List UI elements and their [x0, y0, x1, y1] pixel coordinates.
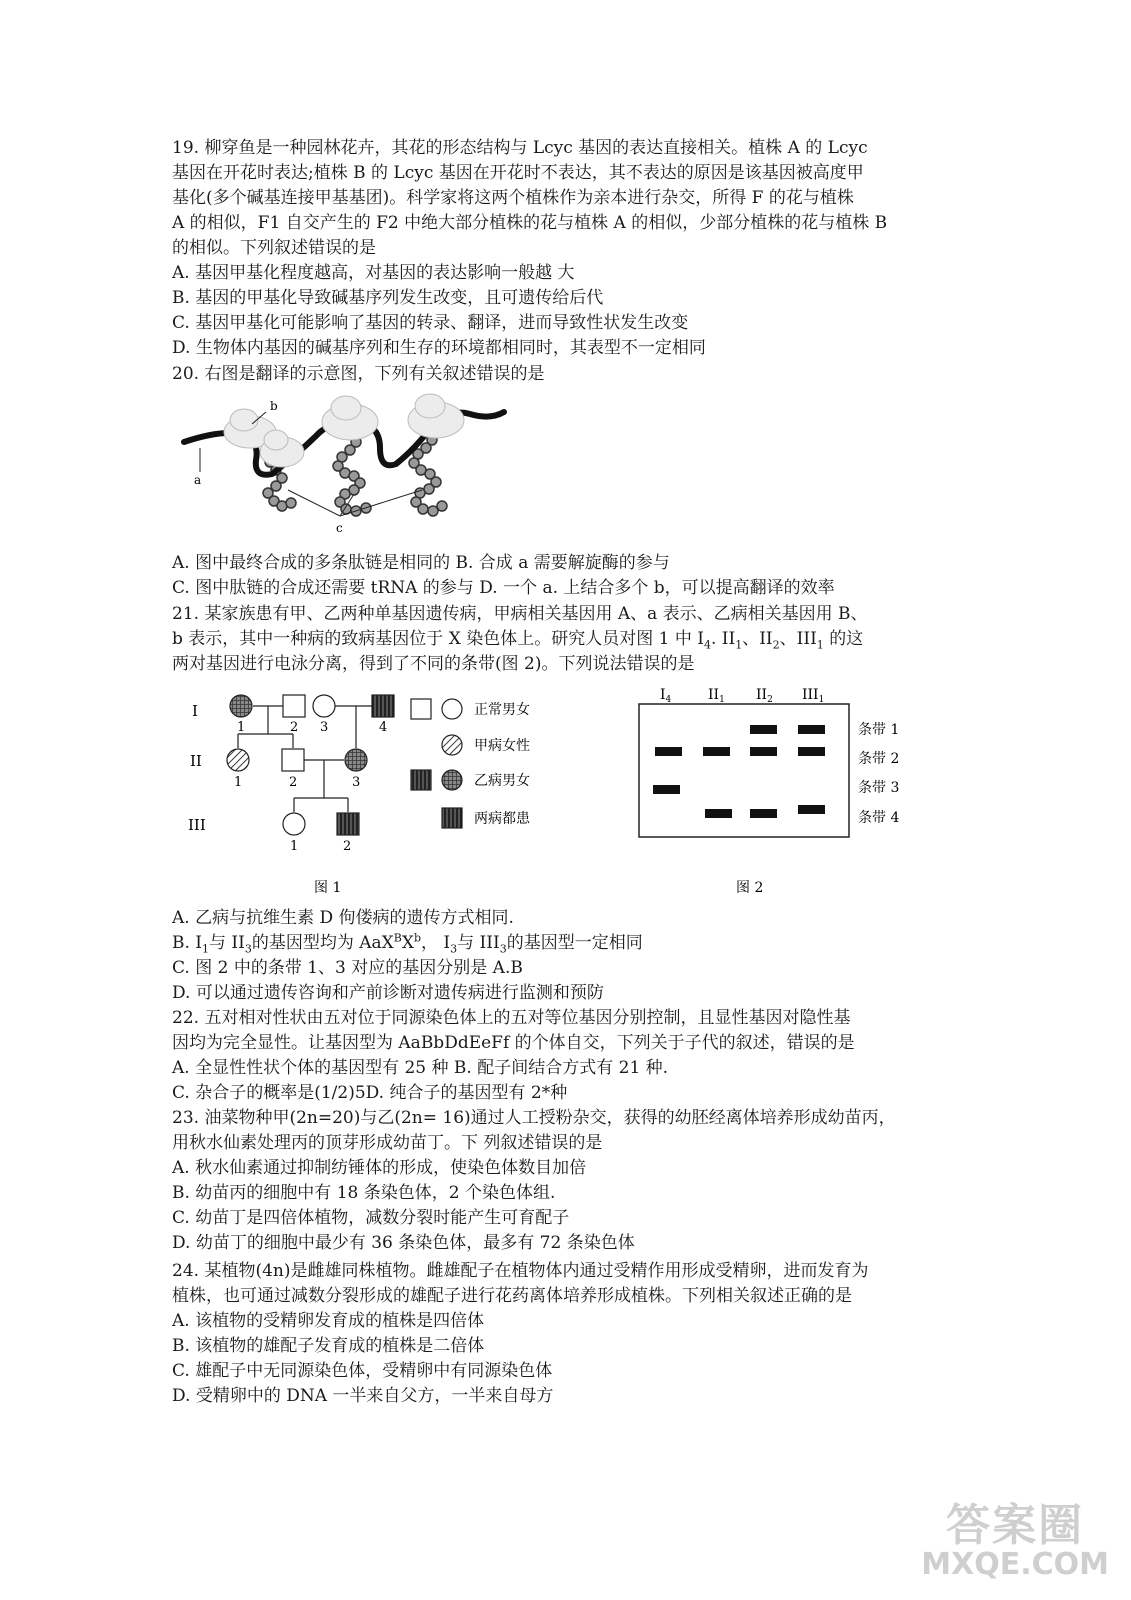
legend-normal-male	[411, 699, 431, 719]
q22-stem-line-2: 因均为完全显性。让基因型为 AaBbDdEeFf 的个体自交，下列关于子代的叙述，错误的是	[172, 1033, 855, 1053]
q23-option-d: D. 幼苗丁的细胞中最少有 36 条染色体，最多有 72 条染色体	[172, 1233, 635, 1253]
watermark-site: MXQE.COM	[921, 1547, 1109, 1582]
pedigree-iii2	[337, 813, 359, 835]
legend-both-male	[442, 808, 462, 828]
pedigree-i3	[313, 695, 335, 717]
band-ii1-2	[703, 747, 730, 756]
q19-stem-line-2: 基因在开花时表达;植株 B 的 Lcyc 基因在开花时不表达，其不表达的原因是该基因被高度甲	[172, 163, 864, 183]
num-iii1: 1	[290, 839, 299, 854]
lane-ii2: $II_2$	[756, 687, 773, 705]
q22-options-ab: A. 全显性性状个体的基因型有 25 种 B. 配子间结合方式有 21 种.	[172, 1058, 669, 1078]
lane-iii1: $III_1$	[802, 687, 825, 705]
q20-options-ab: A. 图中最终合成的多条肽链是相同的 B. 合成 a 需要解旋酶的参与	[172, 553, 670, 573]
fig2-caption: 图 2	[736, 880, 764, 896]
q23-stem-line-2: 用秋水仙素处理丙的顶芽形成幼苗丁。下 列叙述错误的是	[172, 1133, 603, 1153]
q23-option-b: B. 幼苗丙的细胞中有 18 条染色体，2 个染色体组.	[172, 1183, 556, 1203]
lane-i4-sub: 4	[665, 695, 672, 705]
label-a: a	[194, 473, 202, 487]
band-ii2-1	[750, 725, 777, 734]
q24-option-a: A. 该植物的受精卵发育成的植株是四倍体	[172, 1311, 485, 1331]
translation-figure	[170, 390, 520, 540]
q22-stem-line-1: 22. 五对相对性状由五对位于同源染色体上的五对等位基因分别控制，且显性基因对隐性基	[172, 1008, 851, 1028]
q21-option-b: B. $I_1$与 $II_3$的基因型均为 $AaX^BX^b$， $I_3$与 $III_3$的基因型一定相同	[172, 931, 643, 956]
legend-yi-female	[442, 770, 462, 790]
q19-option-c: C. 基因甲基化可能影响了基因的转录、翻译，进而导致性状发生改变	[172, 313, 689, 333]
band-label-4: 条带 4	[858, 810, 900, 826]
legend-normal: 正常男女	[474, 702, 530, 718]
band-iii1-1	[798, 725, 825, 734]
electrophoresis-figure	[630, 684, 930, 899]
q21-option-d: D. 可以通过遗传咨询和产前诊断对遗传病进行监测和预防	[172, 983, 604, 1003]
q21-option-a: A. 乙病与抗维生素 D 佝偻病的遗传方式相同.	[172, 908, 514, 928]
num-iii2: 2	[343, 839, 352, 854]
pedigree-ii3	[345, 749, 367, 771]
q19-option-d: D. 生物体内基因的碱基序列和生存的环境都相同时，其表型不一定相同	[172, 338, 706, 358]
watermark-text: 答案圈	[946, 1500, 1085, 1551]
q21-stem-line-1: 21. 某家族患有甲、乙两种单基因遗传病，甲病相关基因用 A、a 表示、乙病相关基因用 B、	[172, 604, 868, 624]
band-label-3: 条带 3	[858, 780, 900, 796]
lane-i4: $I_4$	[660, 687, 672, 705]
legend-yi: 乙病男女	[474, 773, 530, 789]
band-label-2: 条带 2	[858, 751, 900, 767]
pedigree-ii2	[282, 749, 304, 771]
q23-option-a: A. 秋水仙素通过抑制纺锤体的形成，使染色体数目加倍	[172, 1158, 587, 1178]
lane-ii1: $II_1$	[708, 687, 725, 705]
num-ii2: 2	[289, 775, 298, 790]
q24-option-c: C. 雄配子中无同源染色体，受精卵中有同源染色体	[172, 1361, 553, 1381]
legend-normal-female	[442, 699, 462, 719]
pedigree-ii1	[227, 749, 249, 771]
band-ii1-4	[705, 809, 732, 818]
lane-ii2-sub: 2	[767, 695, 773, 705]
lane-iii1-sub: 1	[818, 695, 825, 705]
band-i4-3	[653, 785, 680, 794]
pedigree-i2	[283, 695, 305, 717]
q21-stem-line-2: b 表示，其中一种病的致病基因位于 X 染色体上。研究人员对图 1 中 $I_4$. $II_1$、$II_2$、$III_1$ 的这	[172, 629, 864, 652]
q21-option-c: C. 图 2 中的条带 1、3 对应的基因分别是 A.B	[172, 958, 523, 978]
gen-iii: III	[188, 816, 206, 834]
q24-option-d: D. 受精卵中的 DNA 一半来自父方，一半来自母方	[172, 1386, 554, 1406]
legend-jia-female	[442, 735, 462, 755]
q19-option-b: B. 基因的甲基化导致碱基序列发生改变，且可遗传给后代	[172, 288, 604, 308]
q19-stem-line-5: 的相似。下列叙述错误的是	[172, 238, 376, 258]
pedigree-figure	[180, 684, 580, 899]
legend-yi-male	[411, 770, 431, 790]
q24-stem-line-2: 植株，也可通过减数分裂形成的雄配子进行花药离体培养形成植株。下列相关叙述正确的是	[172, 1286, 852, 1306]
band-i4-2	[655, 747, 682, 756]
q24-option-b: B. 该植物的雄配子发育成的植株是二倍体	[172, 1336, 485, 1356]
pedigree-i1	[230, 695, 252, 717]
gen-ii: II	[190, 752, 202, 770]
num-ii1: 1	[234, 775, 243, 790]
legend-both: 两病都患	[474, 811, 530, 827]
q21-stem-line-3: 两对基因进行电泳分离，得到了不同的条带(图 2)。下列说法错误的是	[172, 654, 695, 674]
q19-stem-line-4: A 的相似，F1 自交产生的 F2 中绝大部分植株的花与植株 A 的相似，少部分植株的花与植株 B	[172, 213, 888, 233]
num-i1: 1	[237, 720, 246, 735]
q19-stem-line-1: 19. 柳穿鱼是一种园林花卉，其花的形态结构与 Lcyc 基因的表达直接相关。植株 A 的 Lcyc	[172, 138, 868, 158]
band-ii2-4	[750, 809, 777, 818]
q23-option-c: C. 幼苗丁是四倍体植物，减数分裂时能产生可育配子	[172, 1208, 570, 1228]
band-label-1: 条带 1	[858, 722, 900, 738]
num-i3: 3	[320, 720, 329, 735]
label-c: c	[336, 521, 343, 535]
band-iii1-4	[798, 805, 825, 814]
q19-stem-line-3: 基化(多个碱基连接甲基基团)。科学家将这两个植株作为亲本进行杂交，所得 F 的花与植株	[172, 188, 854, 208]
q19-option-a: A. 基因甲基化程度越高，对基因的表达影响一般越 大	[172, 263, 575, 283]
fig1-caption: 图 1	[314, 880, 342, 896]
gel-frame	[639, 704, 849, 837]
pedigree-i4	[372, 695, 394, 717]
band-iii1-2	[798, 747, 825, 756]
band-ii2-2	[750, 747, 777, 756]
q22-options-cd: C. 杂合子的概率是(1/2)5D. 纯合子的基因型有 2*种	[172, 1083, 568, 1103]
q20-options-cd: C. 图中肽链的合成还需要 tRNA 的参与 D. 一个 a. 上结合多个 b，可以提高翻译的效率	[172, 578, 835, 598]
legend-jia: 甲病女性	[474, 738, 530, 754]
q23-stem-line-1: 23. 油菜物种甲(2n=20)与乙(2n= 16)通过人工授粉杂交，获得的幼胚经离体培养形成幼苗丙，	[172, 1108, 896, 1128]
num-ii3: 3	[352, 775, 361, 790]
num-i4: 4	[379, 720, 388, 735]
label-b: b	[270, 399, 278, 413]
watermark-logo	[921, 1489, 1109, 1582]
q20-stem: 20. 右图是翻译的示意图，下列有关叙述错误的是	[172, 364, 545, 384]
num-i2: 2	[290, 720, 299, 735]
q24-stem-line-1: 24. 某植物(4n)是雌雄同株植物。雌雄配子在植物体内通过受精作用形成受精卵，进而发育为	[172, 1261, 869, 1281]
pedigree-iii1	[283, 813, 305, 835]
gen-i: I	[192, 702, 198, 720]
lane-ii1-sub: 1	[719, 695, 725, 705]
